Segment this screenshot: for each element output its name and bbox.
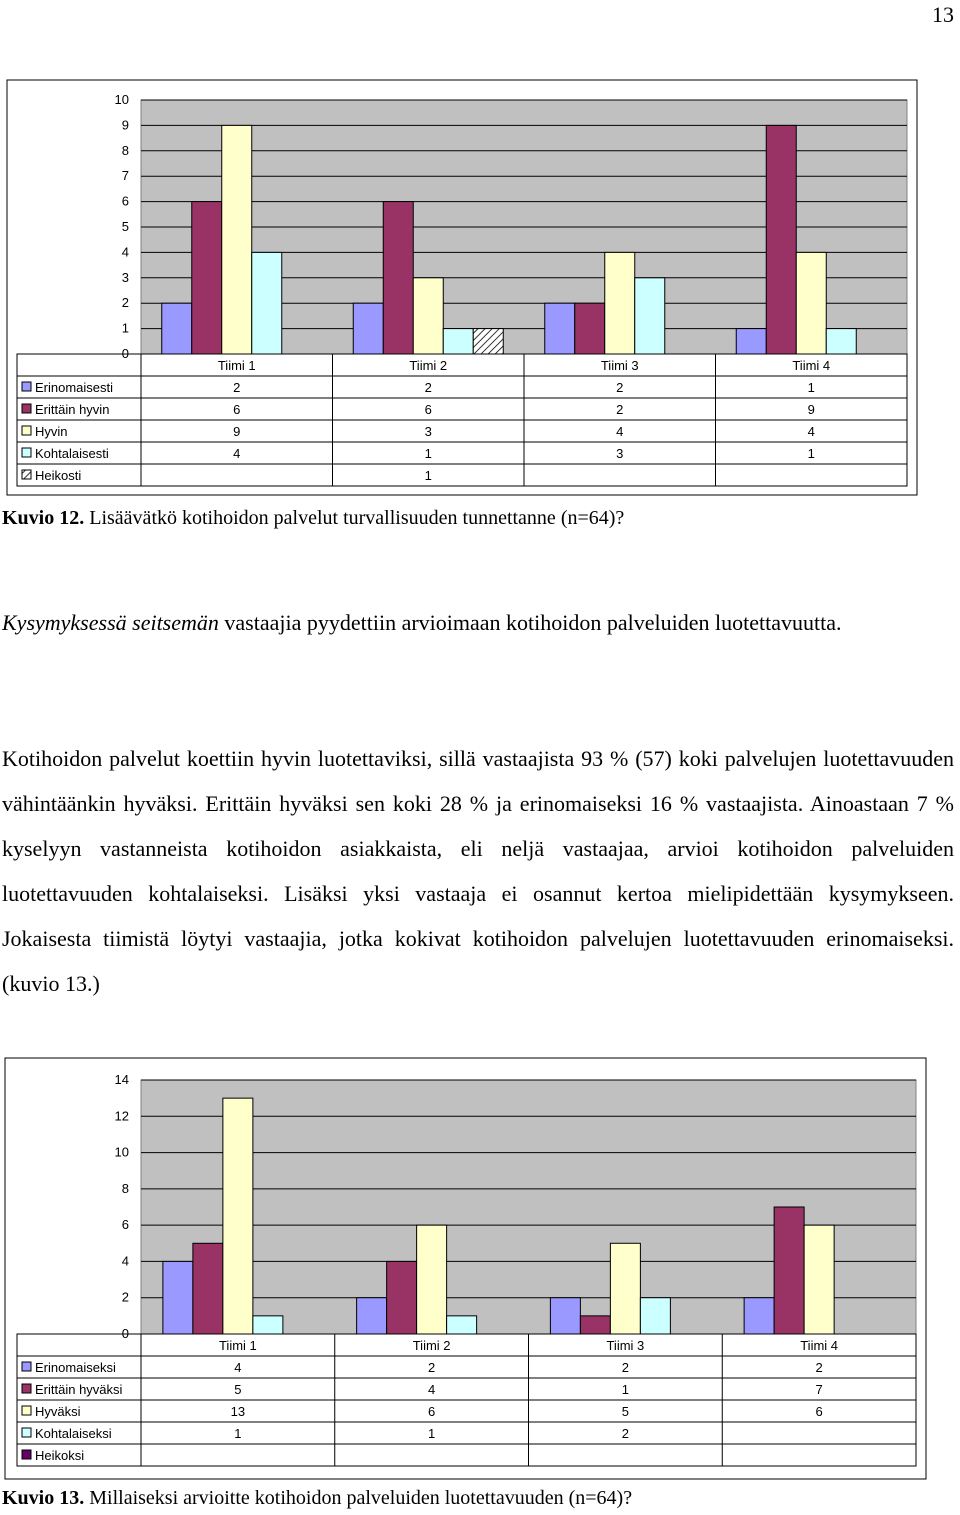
bar xyxy=(804,1225,834,1334)
table-value: 7 xyxy=(815,1382,823,1397)
bar xyxy=(640,1298,670,1334)
y-tick-label: 5 xyxy=(121,219,129,234)
bar xyxy=(417,1225,447,1334)
table-value: 2 xyxy=(621,1426,629,1441)
table-value: 2 xyxy=(621,1360,629,1375)
italic-lead: Kysymyksessä seitsemän xyxy=(2,610,219,635)
y-tick-label: 8 xyxy=(121,142,129,158)
y-tick-label: 12 xyxy=(114,1108,129,1124)
bar xyxy=(223,1098,253,1334)
category-label: Tiimi 3 xyxy=(606,1338,645,1353)
bar xyxy=(163,1261,193,1334)
table-value: 4 xyxy=(234,1360,242,1375)
category-label: Tiimi 4 xyxy=(792,358,831,373)
table-value: 2 xyxy=(616,380,624,395)
category-label: Tiimi 4 xyxy=(800,1338,839,1353)
y-tick-label: 10 xyxy=(114,1144,129,1160)
legend-entry: Erinomaiseksi xyxy=(35,1360,116,1375)
category-label: Tiimi 3 xyxy=(600,358,639,373)
caption-text: Millaiseksi arvioitte kotihoidon palveluiden luotettavuuden (n=64)? xyxy=(84,1487,633,1509)
table-value: 2 xyxy=(233,380,241,395)
table-value: 1 xyxy=(807,446,815,461)
page-number: 13 xyxy=(932,2,954,27)
bar xyxy=(387,1261,417,1334)
legend-swatch xyxy=(22,1406,31,1415)
table-value: 4 xyxy=(428,1382,436,1397)
y-tick-label: 10 xyxy=(114,92,129,107)
caption-label: Kuvio 12. xyxy=(2,507,85,529)
paragraph-rest: vastaajia pyydettiin arvioimaan kotihoidon palveluiden luotettavuutta. xyxy=(218,610,842,635)
table-value: 1 xyxy=(807,380,815,395)
bar xyxy=(193,1243,223,1334)
category-label: Tiimi 1 xyxy=(218,1338,257,1353)
table-value: 2 xyxy=(424,380,432,395)
table-value: 4 xyxy=(807,424,815,439)
bar xyxy=(580,1316,610,1334)
table-value: 1 xyxy=(234,1426,242,1441)
y-tick-label: 9 xyxy=(121,117,129,133)
y-tick-label: 1 xyxy=(121,320,129,336)
y-tick-label: 0 xyxy=(121,1326,129,1341)
table-value: 1 xyxy=(428,1426,436,1441)
legend-entry: Hyväksi xyxy=(35,1404,81,1419)
bar xyxy=(253,1316,283,1334)
bar xyxy=(744,1298,774,1334)
table-value: 2 xyxy=(616,402,624,417)
legend-entry: Erittäin hyväksi xyxy=(35,1382,123,1397)
table-value: 5 xyxy=(234,1382,242,1397)
table-value: 1 xyxy=(424,446,432,461)
y-tick-label: 6 xyxy=(121,193,129,209)
legend-entry: Erinomaisesti xyxy=(35,380,114,395)
table-value: 3 xyxy=(424,424,432,439)
table-value: 9 xyxy=(807,402,815,417)
y-tick-label: 4 xyxy=(121,1253,129,1269)
legend-entry: Kohtalaisesti xyxy=(35,446,109,461)
table-value: 6 xyxy=(424,402,432,417)
y-tick-label: 6 xyxy=(121,1217,129,1233)
bar xyxy=(550,1298,580,1334)
legend-entry: Hyvin xyxy=(35,424,68,439)
legend-entry: Kohtalaiseksi xyxy=(35,1426,112,1441)
table-value: 6 xyxy=(815,1404,823,1419)
table-value: 1 xyxy=(621,1382,629,1397)
table-value: 6 xyxy=(428,1404,436,1419)
category-label: Tiimi 2 xyxy=(412,1338,451,1353)
caption-label: Kuvio 13. xyxy=(2,1487,85,1509)
y-tick-label: 3 xyxy=(121,269,129,285)
bar xyxy=(447,1316,477,1334)
table-value: 3 xyxy=(616,446,624,461)
legend-swatch xyxy=(22,1384,31,1393)
table-value: 2 xyxy=(428,1360,436,1375)
bar xyxy=(610,1243,640,1334)
y-tick-label: 8 xyxy=(121,1180,129,1196)
legend-entry: Heikosti xyxy=(35,468,82,483)
y-tick-label: 2 xyxy=(121,295,129,311)
legend-swatch xyxy=(22,1450,31,1459)
caption-text: Lisäävätkö kotihoidon palvelut turvallisuuden tunnettanne (n=64)? xyxy=(84,507,625,529)
y-tick-label: 0 xyxy=(121,346,129,361)
table-value: 9 xyxy=(233,424,241,439)
bar xyxy=(774,1207,804,1334)
legend-entry: Heikoksi xyxy=(35,1448,85,1463)
y-tick-label: 4 xyxy=(121,244,129,260)
category-label: Tiimi 1 xyxy=(217,358,256,373)
table-value: 4 xyxy=(233,446,241,461)
table-value: 4 xyxy=(616,424,624,439)
table-value: 1 xyxy=(424,468,432,483)
paragraph-body: Kotihoidon palvelut koettiin hyvin luotettaviksi, sillä vastaajista 93 % (57) koki palvelujen luotettavuuden vähintäänkin hyväksi. Erittäin hyväksi sen koki 28 % ja erinomaiseksi 16 % vastaajista. Ainoastaan 7 % kyselyyn vastanneista kotihoidon asiakkaista, eli neljä vastaajaa, arvioi kotihoidon palveluiden luotettavuuden kohtalaiseksi. Lisäksi yksi vastaaja ei osannut kertoa mielipidettään kysymykseen. Jokaisesta tiimistä löytyi vastaajia, jotka kokivat kotihoidon palvelujen luotettavuuden erinomaiseksi. (kuvio 13.) xyxy=(2,746,954,996)
bar xyxy=(357,1298,387,1334)
table-value: 2 xyxy=(815,1360,823,1375)
y-tick-label: 14 xyxy=(114,1072,129,1087)
y-tick-label: 7 xyxy=(121,168,129,184)
table-value: 6 xyxy=(233,402,241,417)
table-value: 5 xyxy=(621,1404,629,1419)
table-value: 13 xyxy=(230,1404,246,1419)
legend-swatch xyxy=(22,1428,31,1437)
legend-entry: Erittäin hyvin xyxy=(35,402,110,417)
figure-caption-13 xyxy=(2,1487,632,1510)
y-tick-label: 2 xyxy=(121,1289,129,1305)
legend-swatch xyxy=(22,1362,31,1371)
category-label: Tiimi 2 xyxy=(409,358,448,373)
